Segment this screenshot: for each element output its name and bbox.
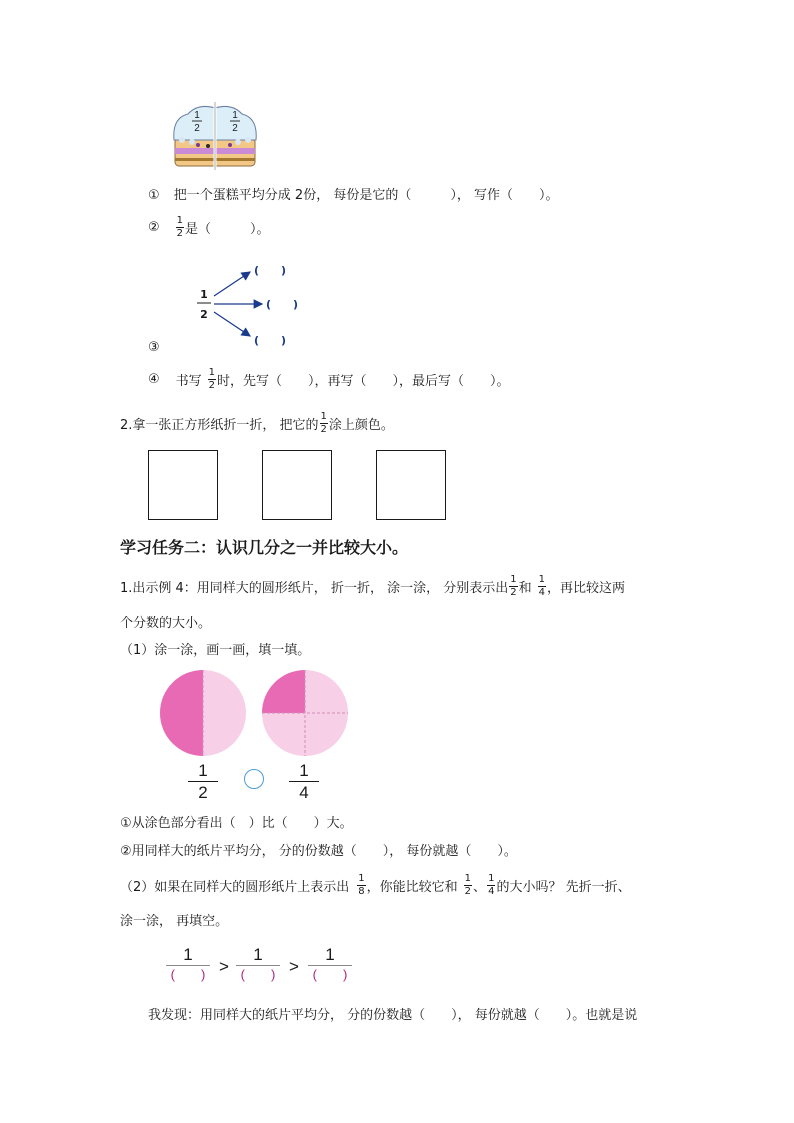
paper-square-3[interactable]	[376, 450, 446, 520]
fraction-denominator: 2	[176, 227, 184, 239]
fraction-denominator: 2	[510, 586, 517, 598]
fraction-numerator: 1	[538, 573, 545, 585]
marker-3: ③	[148, 340, 160, 355]
sub2-mid: ，你能比较它和	[366, 879, 458, 895]
fraction-numerator: 1	[198, 761, 208, 780]
q1-line2-text: 是（ ）。	[185, 221, 270, 237]
fraction-quarter	[538, 575, 546, 598]
fraction-quarter	[487, 874, 495, 897]
half-circle-figure[interactable]	[158, 668, 248, 758]
fraction-denominator: 2	[208, 379, 216, 391]
q2-pre: 2.拿一张正方形纸折一折， 把它的	[120, 417, 319, 433]
cake-right-num: 1	[232, 110, 238, 121]
q1-line1-text: 把一个蛋糕平均分成 2份， 每份是它的（ ）， 写作（ ）。	[173, 188, 559, 203]
arrow-bottom	[214, 312, 250, 336]
ex4-sub1: （1）涂一涂，画一画，填一填。	[120, 643, 311, 658]
fraction-numerator: 1	[253, 945, 263, 964]
chain-fraction-2[interactable]	[236, 946, 280, 981]
fraction-half	[509, 575, 517, 598]
fraction-numerator: 1	[176, 214, 184, 226]
denominator-blank[interactable]: ( )	[312, 967, 348, 983]
diagram-numerator: 1	[200, 288, 208, 301]
fraction-numerator: 1	[325, 945, 335, 964]
fraction-numerator: 1	[488, 872, 495, 884]
fraction-eighth	[357, 874, 365, 897]
q1-line4-post: 时，先写（ ），再写（ ），最后写（ ）。	[217, 373, 510, 389]
q2-post: 涂上颜色。	[328, 417, 394, 433]
fraction-half	[464, 874, 472, 897]
q1-line2	[148, 212, 270, 242]
compare-line-2: ②用同样大的纸片平均分， 分的份数越（ ）， 每份就越（ ）。	[120, 844, 517, 859]
fraction-denominator: 2	[464, 885, 472, 897]
cake-illustration	[168, 100, 262, 172]
q1-line4	[148, 364, 510, 394]
fraction-denominator: 4	[299, 783, 309, 803]
fraction-numerator: 1	[510, 573, 517, 585]
chain-fraction-3[interactable]	[308, 946, 352, 981]
paper-square-1[interactable]	[148, 450, 218, 520]
cake-left-den: 2	[194, 123, 200, 134]
marker-1: ①	[148, 188, 160, 203]
cake-right-den: 2	[232, 123, 238, 134]
paper-square-2[interactable]	[262, 450, 332, 520]
task2-heading: 学习任务二：认识几分之一并比较大小。	[120, 538, 409, 557]
cake-left-num: 1	[194, 110, 200, 121]
greater-than-sign: >	[289, 957, 299, 976]
sub2-separator: 、	[473, 879, 487, 895]
arrow-top	[214, 272, 250, 296]
fraction-numerator: 1	[299, 761, 309, 780]
fraction-denominator: 4	[488, 885, 495, 897]
fraction-denominator: 8	[358, 885, 365, 897]
finding-line: 我发现：用同样大的纸片平均分， 分的份数越（ ）， 每份就越（ ）。也就是说	[148, 1008, 638, 1023]
ex4-mid: 和	[518, 580, 532, 596]
fraction-denominator: 2	[198, 783, 208, 803]
label-one-half	[188, 762, 218, 801]
ex4-line1	[120, 570, 625, 602]
fraction-half	[176, 216, 184, 239]
fraction-numerator: 1	[320, 410, 327, 422]
fraction-denominator: 2	[320, 423, 327, 435]
fraction-half	[208, 368, 216, 391]
fraction-parts-diagram	[190, 262, 310, 348]
blank-bottom[interactable]: ( )	[254, 334, 287, 347]
ex4-pre: 1.出示例 4：用同样大的圆形纸片， 折一折， 涂一涂， 分别表示出	[120, 580, 509, 596]
fraction-half	[320, 412, 328, 435]
compare-line-1: ①从涂色部分看出（ ）比（ ）大。	[120, 816, 353, 831]
ex4-post: ，再比较这两	[546, 580, 625, 596]
fraction-numerator: 1	[183, 945, 193, 964]
diagram-denominator: 2	[200, 308, 208, 321]
marker-4: ④	[148, 371, 160, 387]
denominator-blank[interactable]: ( )	[170, 967, 206, 983]
label-one-quarter	[289, 762, 319, 801]
sub2-post: 的大小吗？ 先折一折、	[496, 879, 631, 895]
fraction-numerator: 1	[358, 872, 365, 884]
ex4-line2: 个分数的大小。	[120, 616, 212, 631]
sub2-pre: （2）如果在同样大的圆形纸片上表示出	[120, 879, 350, 895]
q1-line1	[148, 184, 558, 203]
ex4-sub2-line2: 涂一涂， 再填空。	[120, 914, 229, 929]
fraction-denominator: 4	[538, 586, 545, 598]
denominator-blank[interactable]: ( )	[240, 967, 276, 983]
q2-line	[120, 408, 394, 438]
greater-than-sign: >	[219, 957, 229, 976]
marker-2: ②	[148, 219, 160, 235]
blank-top[interactable]: ( )	[254, 264, 287, 277]
fraction-numerator: 1	[208, 366, 216, 378]
chain-fraction-1[interactable]	[166, 946, 210, 981]
quarter-circle-figure[interactable]	[260, 668, 350, 758]
blank-middle[interactable]: ( )	[266, 298, 299, 311]
compare-circle[interactable]	[244, 769, 264, 789]
ex4-sub2-line1	[120, 868, 631, 902]
fraction-numerator: 1	[464, 872, 472, 884]
q1-line4-pre: 书写	[175, 373, 202, 389]
